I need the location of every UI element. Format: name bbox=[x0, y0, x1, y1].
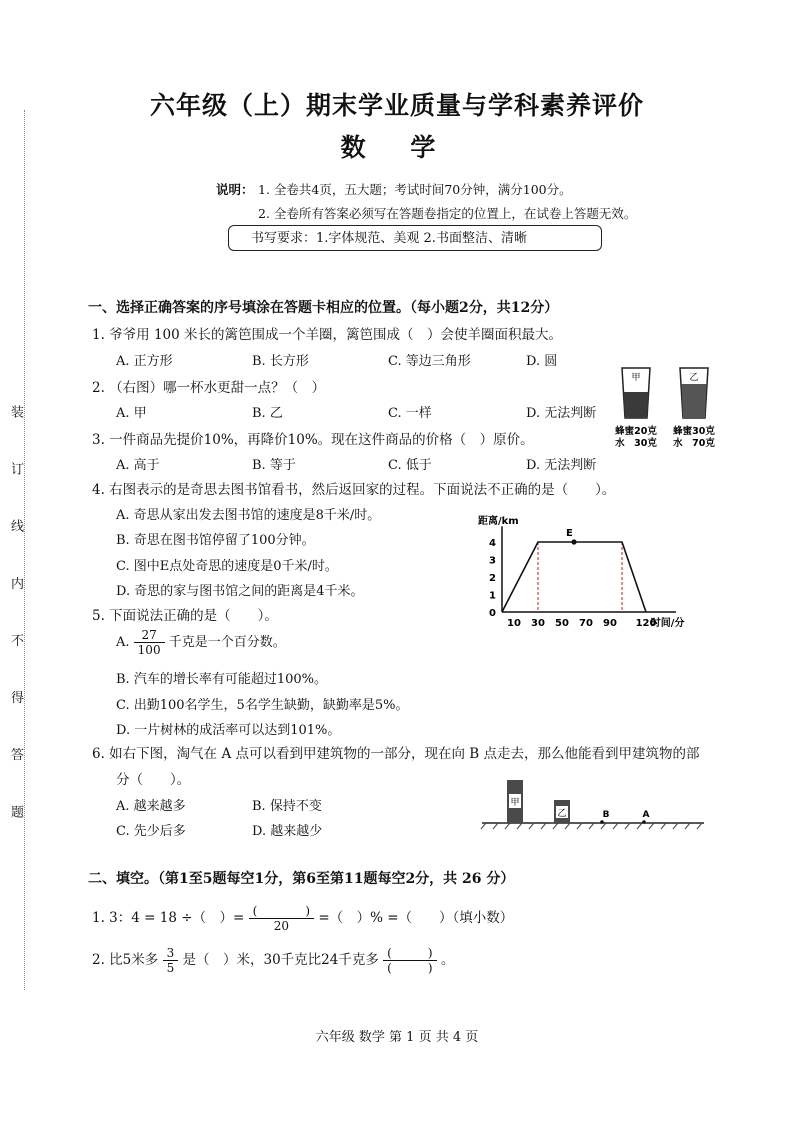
cup-right-caption-2: 水 70克 bbox=[673, 438, 715, 449]
q5-option-a-prefix: A. bbox=[116, 635, 130, 650]
fill-q2-denominator-a: 5 bbox=[166, 961, 175, 975]
q5-stem: 5. 下面说法正确的是（ ）。 bbox=[92, 608, 278, 624]
q6-option-b: B. 保持不变 bbox=[252, 799, 322, 814]
note-1: 1. 全卷共4页，五大题；考试时间70分钟，满分100分。 bbox=[258, 182, 572, 197]
fill-q2-part2: 是（ ）米，30千克比24千克多 bbox=[182, 952, 379, 968]
q2-option-b: B. 乙 bbox=[252, 406, 283, 421]
page-title: 六年级（上）期末学业质量与学科素养评价 bbox=[149, 91, 644, 120]
y-tick-label-0: 0 bbox=[489, 608, 496, 619]
notes-label: 说明： bbox=[216, 182, 254, 197]
x-tick-label-70: 70 bbox=[579, 618, 593, 629]
fill-q1-fraction bbox=[249, 904, 314, 933]
q6-option-c: C. 先少后多 bbox=[116, 824, 186, 839]
q3-stem: 3. 一件商品先提价10%，再降价10%。现在这件商品的价格（ ）原价。 bbox=[92, 432, 534, 448]
q6-stem: 6. 如右下图，淘气在 A 点可以看到甲建筑物的一部分，现在向 B 点走去，那么他能看到甲建筑物的部 bbox=[92, 746, 700, 762]
q2-stem: 2. （右图）哪一杯水更甜一点？（ ） bbox=[92, 380, 326, 396]
q6-stem-cont: 分（ ）。 bbox=[116, 772, 191, 788]
ground-hatch bbox=[481, 823, 702, 829]
q1-option-b: B. 长方形 bbox=[252, 354, 309, 369]
fill-q1-part1: 1. 3：4 = 18 ÷（ ）= bbox=[92, 910, 245, 926]
building-jia-label: 甲 bbox=[510, 798, 520, 808]
fill-q1-part2: =（ ）% =（ ）（填小数） bbox=[318, 910, 514, 926]
q4-option-a: A. 奇思从家出发去图书馆的速度是8千米/时。 bbox=[116, 508, 381, 523]
fill-q2-fraction-b bbox=[383, 946, 436, 975]
q6-option-d: D. 越来越少 bbox=[252, 824, 323, 839]
q3-option-a: A. 高于 bbox=[116, 458, 160, 473]
q3-option-c: C. 低于 bbox=[388, 458, 432, 473]
q5-option-d: D. 一片树林的成活率可以达到101%。 bbox=[116, 723, 341, 738]
q5-option-b: B. 汽车的增长率有可能超过100%。 bbox=[116, 672, 327, 687]
fill-q2-fraction-a bbox=[163, 946, 179, 975]
subject-title: 数 学 bbox=[340, 133, 454, 162]
fill-q2-part1: 2. 比5米多 bbox=[92, 952, 159, 968]
point-e-label: E bbox=[566, 528, 573, 539]
point-b bbox=[600, 820, 604, 824]
cup-left-caption-2: 水 30克 bbox=[615, 438, 657, 449]
cup-right-caption-1: 蜂蜜30克 bbox=[673, 426, 715, 437]
x-tick-label-30: 30 bbox=[531, 618, 545, 629]
y-axis-label: 距离/km bbox=[478, 516, 519, 527]
note-2: 2. 全卷所有答案必须写在答题卷指定的位置上，在试卷上答题无效。 bbox=[258, 206, 637, 221]
buildings-figure bbox=[478, 776, 708, 832]
q2-option-a: A. 甲 bbox=[116, 406, 147, 421]
q2-option-d: D. 无法判断 bbox=[526, 406, 597, 421]
point-b-label: B bbox=[602, 810, 610, 820]
q5-fraction-denominator: 100 bbox=[137, 643, 161, 657]
point-e bbox=[571, 539, 576, 544]
building-yi-label: 乙 bbox=[557, 809, 567, 819]
point-a-label: A bbox=[642, 810, 650, 820]
q5-option-a-text: 千克是一个百分数。 bbox=[168, 635, 286, 650]
x-axis-label: 时间/分 bbox=[650, 618, 685, 629]
fill-q1-numerator: ( ) bbox=[249, 904, 314, 919]
point-a bbox=[642, 820, 646, 824]
x-tick-label-10: 10 bbox=[507, 618, 521, 629]
distance-series-line bbox=[502, 542, 646, 612]
cup-left-liquid bbox=[624, 392, 649, 418]
y-tick-label-3: 3 bbox=[489, 555, 496, 567]
fill-q1-denominator: 20 bbox=[273, 919, 289, 933]
page-footer: 六年级 数学 第 1 页 共 4 页 bbox=[315, 1030, 479, 1045]
cup-right-liquid bbox=[681, 384, 706, 418]
y-tick-label-2: 2 bbox=[489, 573, 496, 584]
q6-option-a: A. 越来越多 bbox=[116, 799, 186, 814]
cups-figure bbox=[610, 362, 730, 452]
q4-option-c: C. 图中E点处奇思的速度是0千米/时。 bbox=[116, 559, 338, 574]
q2-option-c: C. 一样 bbox=[388, 406, 432, 421]
cup-right-label: 乙 bbox=[689, 373, 699, 383]
fill-q1 bbox=[92, 904, 513, 933]
fill-q2-numerator-a: 3 bbox=[163, 946, 179, 961]
fill-q2-denominator-b: ( ) bbox=[387, 961, 433, 975]
x-tick-label-50: 50 bbox=[555, 618, 569, 629]
cup-left-caption-1: 蜂蜜20克 bbox=[615, 426, 657, 437]
q3-option-b: B. 等于 bbox=[252, 458, 296, 473]
q1-stem: 1. 爷爷用 100 米长的篱笆围成一个羊圈，篱笆围成（ ）会使羊圈面积最大。 bbox=[92, 327, 563, 343]
q4-stem: 4. 右图表示的是奇思去图书馆看书，然后返回家的过程。下面说法不正确的是（ ）。 bbox=[92, 482, 616, 498]
q1-option-a: A. 正方形 bbox=[116, 354, 173, 369]
q5-option-a bbox=[116, 628, 286, 657]
y-tick-label-4: 4 bbox=[489, 538, 496, 549]
q5-fraction-numerator: 27 bbox=[134, 628, 165, 643]
x-tick-label-120: 120 bbox=[635, 618, 657, 629]
section1-heading: 一、选择正确答案的序号填涂在答题卡相应的位置。（每小题2分，共12分） bbox=[88, 300, 559, 316]
q1-option-c: C. 等边三角形 bbox=[388, 354, 471, 369]
section2-heading: 二、填空。（第1至5题每空1分，第6至第11题每空2分，共 26 分） bbox=[88, 871, 515, 887]
q5-option-a-fraction bbox=[134, 628, 165, 657]
y-tick-label-1: 1 bbox=[489, 590, 496, 602]
fill-q2-numerator-b: ( ) bbox=[383, 946, 436, 961]
distance-time-chart bbox=[476, 510, 726, 635]
fill-q2-part3: 。 bbox=[440, 952, 455, 968]
q5-option-c: C. 出勤100名学生，5名学生缺勤，缺勤率是5%。 bbox=[116, 698, 409, 713]
q3-option-d: D. 无法判断 bbox=[526, 458, 597, 473]
writing-requirement-box: 书写要求：1.字体规范、美观 2.书面整洁、清晰 bbox=[228, 225, 602, 251]
fill-q2 bbox=[92, 946, 454, 975]
q4-option-d: D. 奇思的家与图书馆之间的距离是4千米。 bbox=[116, 584, 364, 599]
cup-left-label: 甲 bbox=[631, 373, 641, 383]
binding-margin-text: 装 订 线 内 不 得 答 题 bbox=[8, 405, 23, 838]
x-tick-label-90: 90 bbox=[603, 618, 617, 629]
q1-option-d: D. 圆 bbox=[526, 354, 558, 369]
q4-option-b: B. 奇思在图书馆停留了100分钟。 bbox=[116, 533, 315, 548]
